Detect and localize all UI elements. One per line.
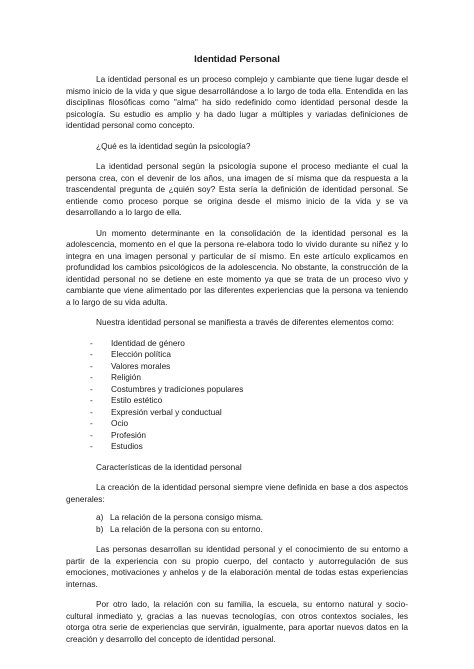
list-bullet: - <box>90 349 93 359</box>
list-bullet: - <box>90 429 93 440</box>
section-heading-psychology: ¿Qué es la identidad según la psicología? <box>96 140 251 151</box>
list-item <box>66 361 408 373</box>
intro-paragraph: La identidad personal es un proceso complejo y cambiante que tiene lugar desde el mismo inicio de la vida y que sigue desarrollándose a lo largo de toda ella. Entendida en las disciplinas filosóficas como "alma" ha sido redefinido como identidad personal desde la psicología. Su estudio es amplio y ha dado lugar a múltiples y variadas definiciones de identidad personal como concepto. <box>66 74 408 130</box>
list-item-text: La relación de la persona con su entorno. <box>110 523 263 534</box>
list-item <box>66 418 408 430</box>
list-bullet: - <box>90 406 93 417</box>
list-bullet: - <box>90 441 93 451</box>
list-item-text: Estudios <box>111 441 143 451</box>
list-item <box>66 512 408 524</box>
list-marker: a) <box>96 512 104 522</box>
psychology-paragraph-1: La identidad personal según la psicología supone el proceso mediante el cual la persona crea, con el devenir de los años, una imagen de sí misma que da respuesta a la trascendental pregunta de ¿quién soy? Esta sería la definición de identidad personal. Se entiende como proceso porque se origina desde el mismo inicio de la vida y se va desarrollando a lo largo de ella. <box>66 161 408 217</box>
list-item <box>66 407 408 419</box>
list-item <box>66 395 408 407</box>
list-item-text: Religión <box>111 372 141 382</box>
list-item <box>66 524 408 536</box>
list-bullet: - <box>90 372 93 382</box>
list-bullet: - <box>90 418 93 428</box>
list-item-text: Ocio <box>111 418 129 428</box>
characteristics-paragraph-1: La creación de la identidad personal siempre viene definida en base a dos aspectos generales: <box>66 482 408 504</box>
list-bullet: - <box>90 360 93 371</box>
section-heading-characteristics: Características de la identidad personal <box>96 461 242 472</box>
document-title: Identidad Personal <box>194 54 280 65</box>
elements-list <box>66 338 408 453</box>
list-item <box>66 372 408 384</box>
list-item-text: Elección política <box>111 349 171 359</box>
list-item-text: La relación de la persona consigo misma. <box>110 512 264 522</box>
list-item-text: Profesión <box>111 429 147 440</box>
characteristics-paragraph-3: Por otro lado, la relación con su familia, la escuela, su entorno natural y socio-cultural inmediato y, gracias a las nuevas tecnologías, con otros contextos sociales, les otorga otra serie de experiencias que servirán, igualmente, para aportar nuevos datos en la creación y desarrollo del concepto de identidad personal. <box>66 599 408 644</box>
list-item-text: Identidad de género <box>111 337 185 348</box>
list-item <box>66 430 408 442</box>
list-item-text: Costumbres y tradiciones populares <box>111 383 244 394</box>
list-item <box>66 441 408 453</box>
aspects-list <box>66 512 408 535</box>
psychology-paragraph-2: Un momento determinante en la consolidación de la identidad personal es la adolescencia, momento en el que la persona re-elabora todo lo vivido durante su niñez y lo integra en una imagen personal y particular de sí mismo. En este artículo explicamos en profundidad los cambios psicológicos de la adolescencia. No obstante, la construcción de la identidad personal no se detiene en este momento ya que se trata de un proceso vivo y cambiante que viene alimentado por las diferentes experiencias que la persona va teniendo a lo largo de su vida adulta. <box>66 227 408 307</box>
list-item-text: Estilo estético <box>111 395 163 405</box>
characteristics-paragraph-2: Las personas desarrollan su identidad personal y el conocimiento de su entorno a partir de la experiencia con su propio cuerpo, del contacto y autorregulación de sus emociones, motivaciones y anhelos y de la elaboración mental de todas estas experiencias internas. <box>66 544 408 589</box>
list-item <box>66 349 408 361</box>
list-item-text: Valores morales <box>111 360 171 371</box>
list-item <box>66 384 408 396</box>
list-bullet: - <box>90 395 93 405</box>
list-item-text: Expresión verbal y conductual <box>111 406 222 417</box>
list-bullet: - <box>90 337 93 348</box>
list-marker: b) <box>96 523 104 534</box>
elements-intro-paragraph: Nuestra identidad personal se manifiesta a través de diferentes elementos como: <box>96 317 394 327</box>
list-bullet: - <box>90 383 93 394</box>
list-item <box>66 338 408 350</box>
